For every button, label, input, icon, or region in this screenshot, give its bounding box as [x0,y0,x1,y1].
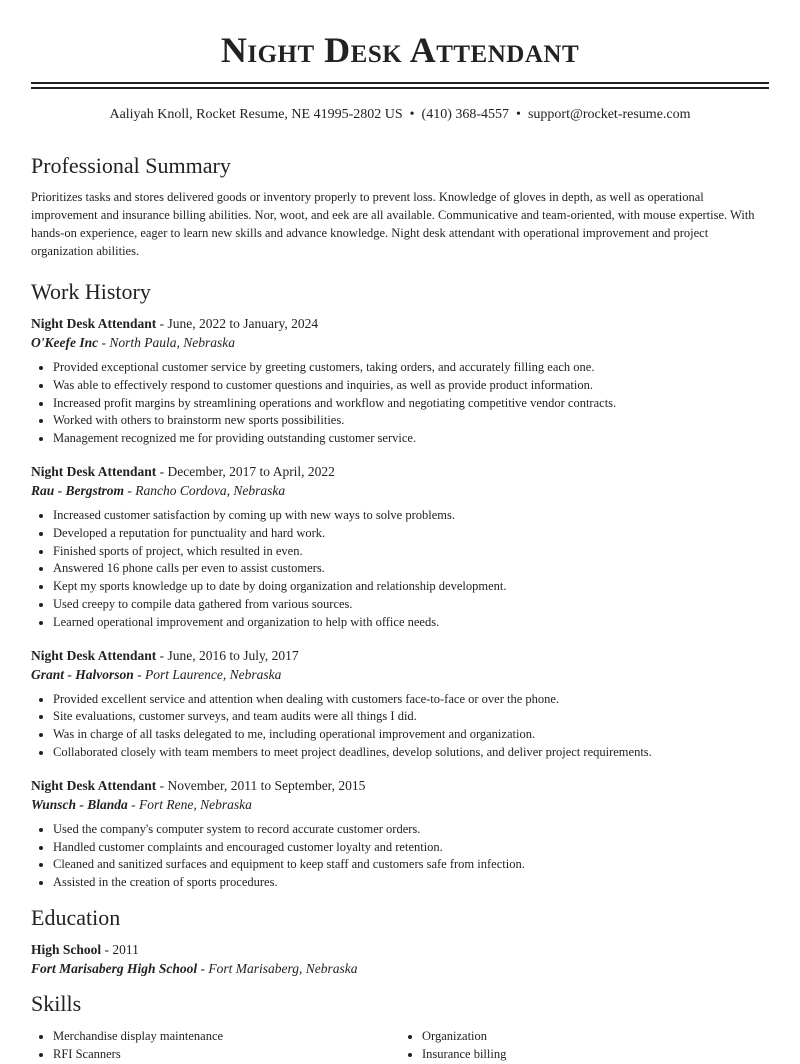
job-title: Night Desk Attendant [31,777,157,793]
list-item: • Finished sports of project, which resulted in even. [53,543,769,561]
job-bullets [31,821,769,892]
education-school: Fort Marisaberg High School [31,960,198,976]
skills-grid [31,1028,769,1064]
list-item: • Assisted in the creation of sports procedures. [53,874,769,892]
education-year: - 2011 [101,941,139,957]
education-location: - Fort Marisaberg, Nebraska [197,960,358,976]
contact-phone: (410) 368-4557 [421,107,510,122]
summary-text: Prioritizes tasks and stores delivered goods or inventory properly to prevent loss. Knowledge of gloves in depth, as well as operational improvement and insurance billing abilities. Nor, woot, and eek are all available. Communicative and team-oriented, with mouse expertise. With hands-on experience, eager to learn new skills and advance knowledge. Night desk attendant with operational improvement and project organization abilities. [31,190,755,258]
contact-separator: • [516,107,521,122]
job-title-line [31,462,769,481]
list-item: • Was able to effectively respond to customer questions and inquiries, as well as provide product information. [53,377,769,395]
contact-separator: • [409,107,415,122]
company-line [31,665,769,684]
header-divider-top [31,82,769,84]
list-item: • Answered 16 phone calls per even to assist customers. [53,560,769,578]
company-line [31,795,769,814]
section-heading-summary: Professional Summary [31,153,231,178]
job-entry [31,314,769,448]
resume-title: Night Desk Attendant [220,30,580,70]
list-item: • Insurance billing [422,1046,769,1064]
list-item: • Provided excellent service and attention when dealing with customers face-to-face or over the phone. [53,691,769,709]
header-divider-bottom [31,87,769,89]
company-location: - Port Laurence, Nebraska [133,666,282,682]
list-item: • Developed a reputation for punctuality and hard work. [53,525,769,543]
company-location: - Fort Rene, Nebraska [127,796,252,812]
list-item: • Learned operational improvement and organization to help with office needs. [53,614,769,632]
company-name: Rau - Bergstrom [31,482,125,498]
company-name: Grant - Halvorson [31,666,134,682]
company-location: - Rancho Cordova, Nebraska [124,482,286,498]
list-item: • Management recognized me for providing outstanding customer service. [53,430,769,448]
section-heading-education: Education [31,904,121,930]
list-item: • RFI Scanners [53,1046,400,1064]
list-item: • Was in charge of all tasks delegated to me, including operational improvement and organization. [53,726,769,744]
job-bullets [31,507,769,632]
contact-email: support@rocket-resume.com [527,107,691,122]
job-bullets [31,691,769,762]
job-dates: - June, 2022 to January, 2024 [156,316,319,331]
company-line [31,333,769,352]
list-item: • Site evaluations, customer surveys, and team audits were all things I did. [53,708,769,726]
list-item: • Kept my sports knowledge up to date by doing organization and relationship development. [53,578,769,596]
job-title-line [31,776,769,795]
contact-address: Aaliyah Knoll, Rocket Resume, NE 41995-2802 US [109,107,403,122]
education-degree-line [31,940,769,959]
education-section [31,904,769,978]
education-degree: High School [31,941,102,957]
job-title: Night Desk Attendant [31,463,157,479]
professional-summary-section [31,152,769,260]
education-school-line [31,959,769,978]
list-item: • Increased profit margins by streamlining operations and workflow and negotiating competitive vendor contracts. [53,395,769,413]
job-title-line [31,646,769,665]
list-item: • Collaborated closely with team members to meet project deadlines, develop solutions, and deliver project requirements. [53,744,769,762]
job-title: Night Desk Attendant [31,647,157,663]
job-dates: - June, 2016 to July, 2017 [156,647,299,663]
job-entry [31,776,769,892]
list-item: • Organization [422,1028,769,1046]
skills-column-right [400,1028,769,1064]
company-location: - North Paula, Nebraska [98,335,235,350]
job-dates: - December, 2017 to April, 2022 [156,463,335,479]
list-item: • Cleaned and sanitized surfaces and equipment to keep staff and customers safe from infection. [53,856,769,874]
list-item: • Used the company's computer system to record accurate customer orders. [53,821,769,839]
skills-column-left [31,1028,400,1064]
skills-section [31,990,769,1064]
list-item: • Provided exceptional customer service by greeting customers, taking orders, and accurately filling each one. [53,359,769,377]
section-heading-work: Work History [31,279,151,304]
company-name: O'Keefe Inc [31,335,99,350]
section-heading-skills: Skills [31,990,82,1016]
company-name: Wunsch - Blanda [31,796,128,812]
job-bullets [31,359,769,448]
job-entry [31,646,769,762]
job-entry [31,462,769,632]
list-item: • Handled customer complaints and encouraged customer loyalty and retention. [53,839,769,857]
contact-line [31,106,769,124]
company-line [31,481,769,500]
work-history-section [31,278,769,892]
list-item: • Merchandise display maintenance [53,1028,400,1046]
job-title: Night Desk Attendant [31,316,157,331]
list-item: • Used creepy to compile data gathered from various sources. [53,596,769,614]
list-item: • Increased customer satisfaction by coming up with new ways to solve problems. [53,507,769,525]
job-title-line [31,314,769,333]
job-dates: - November, 2011 to September, 2015 [156,777,366,793]
list-item: • Worked with others to brainstorm new sports possibilities. [53,412,769,430]
